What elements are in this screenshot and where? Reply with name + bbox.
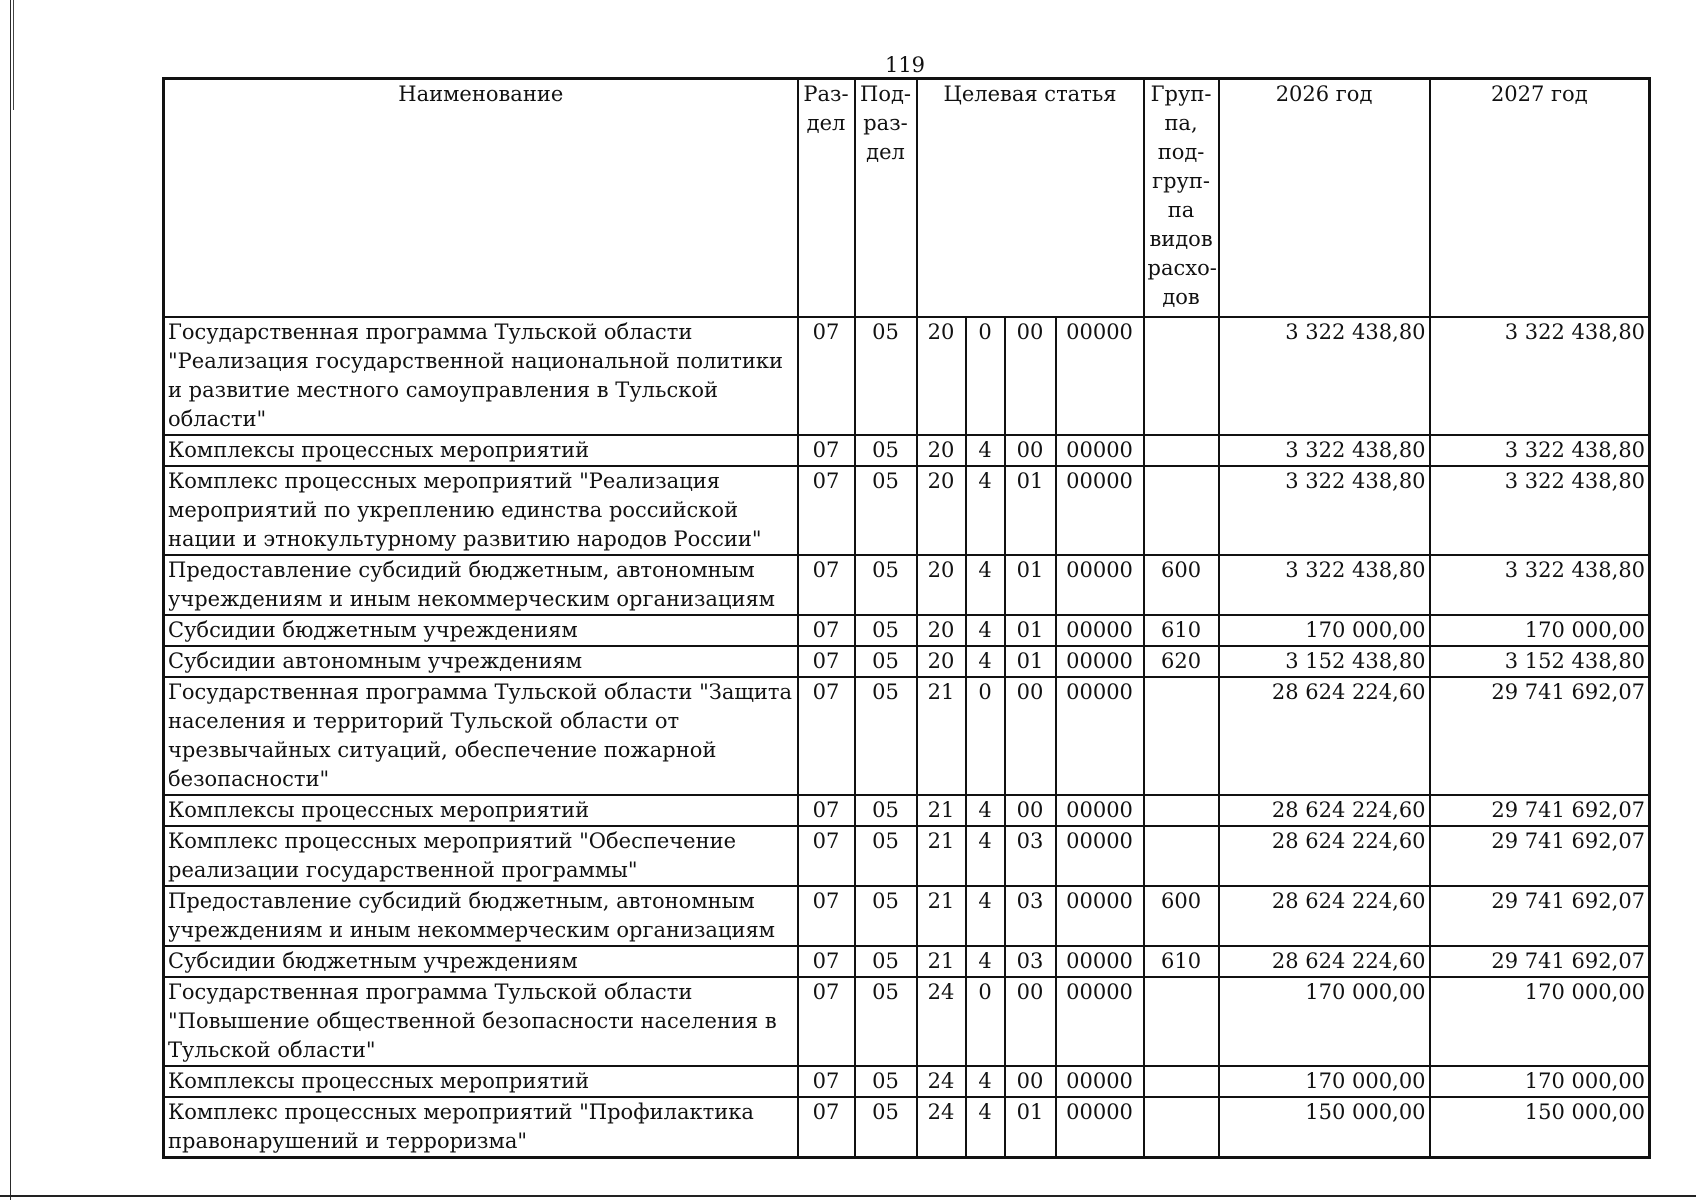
- cell-razdel: 07: [798, 977, 855, 1066]
- cell-name: Предоставление субсидий бюджетным, автономным учреждениям и иным некоммерческим организациям: [164, 886, 798, 946]
- cell-name: Комплекс процессных мероприятий "Профилактика правонарушений и терроризма": [164, 1097, 798, 1158]
- cell-tselevaya-type: 4: [966, 466, 1005, 555]
- cell-tselevaya-program: 20: [917, 615, 966, 646]
- cell-podrazdel: 05: [855, 826, 917, 886]
- cell-2027: 3 322 438,80: [1430, 317, 1650, 435]
- cell-tselevaya-type: 4: [966, 435, 1005, 466]
- cell-tselevaya-complex: 03: [1005, 826, 1056, 886]
- cell-2027: 3 322 438,80: [1430, 555, 1650, 615]
- cell-tselevaya-program: 20: [917, 646, 966, 677]
- cell-podrazdel: 05: [855, 946, 917, 977]
- cell-2027: 29 741 692,07: [1430, 795, 1650, 826]
- cell-name: Комплекс процессных мероприятий "Обеспечение реализации государственной программы": [164, 826, 798, 886]
- cell-tselevaya-program: 24: [917, 1066, 966, 1097]
- cell-vid-rashodov: [1144, 677, 1219, 795]
- cell-tselevaya-direction: 00000: [1056, 555, 1144, 615]
- cell-name: Субсидии автономным учреждениям: [164, 646, 798, 677]
- cell-podrazdel: 05: [855, 886, 917, 946]
- cell-podrazdel: 05: [855, 466, 917, 555]
- table-row: [164, 977, 1650, 1066]
- cell-2027: 170 000,00: [1430, 977, 1650, 1066]
- cell-name: Комплекс процессных мероприятий "Реализация мероприятий по укреплению единства российской нации и этнокультурному развитию народов России": [164, 466, 798, 555]
- cell-name: Государственная программа Тульской области "Реализация государственной национальной политики и развитие местного самоуправления в Тульской области": [164, 317, 798, 435]
- cell-tselevaya-complex: 01: [1005, 615, 1056, 646]
- cell-razdel: 07: [798, 886, 855, 946]
- table-row: [164, 677, 1650, 795]
- cell-tselevaya-direction: 00000: [1056, 1066, 1144, 1097]
- cell-razdel: 07: [798, 435, 855, 466]
- table-row: [164, 1066, 1650, 1097]
- cell-tselevaya-complex: 01: [1005, 555, 1056, 615]
- cell-name: Государственная программа Тульской области "Повышение общественной безопасности населения в Тульской области": [164, 977, 798, 1066]
- cell-2026: 170 000,00: [1219, 1066, 1430, 1097]
- cell-vid-rashodov: 610: [1144, 946, 1219, 977]
- cell-name: Субсидии бюджетным учреждениям: [164, 946, 798, 977]
- cell-tselevaya-complex: 01: [1005, 1097, 1056, 1158]
- cell-vid-rashodov: [1144, 977, 1219, 1066]
- table-row: [164, 946, 1650, 977]
- cell-razdel: 07: [798, 946, 855, 977]
- cell-2027: 3 322 438,80: [1430, 466, 1650, 555]
- cell-tselevaya-direction: 00000: [1056, 886, 1144, 946]
- cell-podrazdel: 05: [855, 646, 917, 677]
- cell-tselevaya-complex: 03: [1005, 946, 1056, 977]
- cell-razdel: 07: [798, 826, 855, 886]
- cell-vid-rashodov: [1144, 826, 1219, 886]
- cell-tselevaya-direction: 00000: [1056, 795, 1144, 826]
- cell-vid-rashodov: [1144, 317, 1219, 435]
- header-podrazdel: Под- раз- дел: [855, 79, 917, 318]
- cell-2026: 3 152 438,80: [1219, 646, 1430, 677]
- table-row: [164, 435, 1650, 466]
- table-row: [164, 466, 1650, 555]
- cell-2026: 28 624 224,60: [1219, 886, 1430, 946]
- cell-2027: 29 741 692,07: [1430, 886, 1650, 946]
- cell-tselevaya-program: 21: [917, 677, 966, 795]
- cell-podrazdel: 05: [855, 435, 917, 466]
- header-2027: 2027 год: [1430, 79, 1650, 318]
- cell-name: Комплексы процессных мероприятий: [164, 795, 798, 826]
- table-row: [164, 317, 1650, 435]
- cell-tselevaya-complex: 00: [1005, 677, 1056, 795]
- cell-vid-rashodov: [1144, 795, 1219, 826]
- cell-vid-rashodov: [1144, 1097, 1219, 1158]
- cell-razdel: 07: [798, 466, 855, 555]
- cell-tselevaya-type: 4: [966, 646, 1005, 677]
- table-row: [164, 646, 1650, 677]
- table-row: [164, 1097, 1650, 1158]
- cell-razdel: 07: [798, 555, 855, 615]
- cell-tselevaya-program: 21: [917, 795, 966, 826]
- cell-vid-rashodov: 620: [1144, 646, 1219, 677]
- cell-tselevaya-direction: 00000: [1056, 977, 1144, 1066]
- cell-2026: 150 000,00: [1219, 1097, 1430, 1158]
- cell-tselevaya-program: 24: [917, 977, 966, 1066]
- cell-tselevaya-direction: 00000: [1056, 317, 1144, 435]
- cell-tselevaya-direction: 00000: [1056, 615, 1144, 646]
- cell-tselevaya-direction: 00000: [1056, 1097, 1144, 1158]
- cell-vid-rashodov: [1144, 435, 1219, 466]
- cell-razdel: 07: [798, 1097, 855, 1158]
- header-razdel: Раз- дел: [798, 79, 855, 318]
- cell-razdel: 07: [798, 795, 855, 826]
- cell-2026: 28 624 224,60: [1219, 946, 1430, 977]
- cell-razdel: 07: [798, 317, 855, 435]
- scan-edge-left: [10, 0, 11, 1200]
- cell-tselevaya-type: 4: [966, 946, 1005, 977]
- cell-2026: 3 322 438,80: [1219, 317, 1430, 435]
- cell-name: Государственная программа Тульской области "Защита населения и территорий Тульской области от чрезвычайных ситуаций, обеспечение пожарной безопасности": [164, 677, 798, 795]
- cell-2027: 150 000,00: [1430, 1097, 1650, 1158]
- cell-tselevaya-type: 4: [966, 615, 1005, 646]
- table-row: [164, 615, 1650, 646]
- cell-tselevaya-type: 0: [966, 677, 1005, 795]
- cell-tselevaya-direction: 00000: [1056, 677, 1144, 795]
- scan-edge-bottom: [0, 1195, 1696, 1197]
- cell-tselevaya-program: 21: [917, 826, 966, 886]
- cell-2026: 3 322 438,80: [1219, 555, 1430, 615]
- header-tselevaya-statya: Целевая статья: [917, 79, 1144, 318]
- cell-tselevaya-type: 4: [966, 886, 1005, 946]
- cell-tselevaya-program: 20: [917, 435, 966, 466]
- cell-tselevaya-direction: 00000: [1056, 435, 1144, 466]
- cell-2027: 170 000,00: [1430, 1066, 1650, 1097]
- cell-2026: 3 322 438,80: [1219, 466, 1430, 555]
- cell-podrazdel: 05: [855, 795, 917, 826]
- cell-tselevaya-program: 20: [917, 466, 966, 555]
- cell-podrazdel: 05: [855, 615, 917, 646]
- cell-tselevaya-complex: 00: [1005, 435, 1056, 466]
- cell-2027: 3 322 438,80: [1430, 435, 1650, 466]
- cell-vid-rashodov: 610: [1144, 615, 1219, 646]
- header-gruppa-vidov-rashodov: Груп- па, под- груп- па видов расхо- дов: [1144, 79, 1219, 318]
- cell-2026: 28 624 224,60: [1219, 677, 1430, 795]
- cell-tselevaya-direction: 00000: [1056, 466, 1144, 555]
- cell-tselevaya-program: 21: [917, 946, 966, 977]
- cell-tselevaya-direction: 00000: [1056, 826, 1144, 886]
- cell-podrazdel: 05: [855, 977, 917, 1066]
- cell-name: Предоставление субсидий бюджетным, автономным учреждениям и иным некоммерческим организациям: [164, 555, 798, 615]
- cell-2026: 170 000,00: [1219, 977, 1430, 1066]
- cell-tselevaya-program: 21: [917, 886, 966, 946]
- cell-podrazdel: 05: [855, 1097, 917, 1158]
- cell-2027: 29 741 692,07: [1430, 946, 1650, 977]
- cell-podrazdel: 05: [855, 1066, 917, 1097]
- cell-name: Комплексы процессных мероприятий: [164, 435, 798, 466]
- cell-2026: 28 624 224,60: [1219, 826, 1430, 886]
- table-row: [164, 795, 1650, 826]
- cell-razdel: 07: [798, 1066, 855, 1097]
- cell-tselevaya-type: 4: [966, 795, 1005, 826]
- table-body: [164, 317, 1650, 1158]
- header-2026: 2026 год: [1219, 79, 1430, 318]
- cell-vid-rashodov: [1144, 1066, 1219, 1097]
- cell-2027: 3 152 438,80: [1430, 646, 1650, 677]
- cell-2027: 170 000,00: [1430, 615, 1650, 646]
- cell-tselevaya-type: 0: [966, 317, 1005, 435]
- page-number: 119: [884, 53, 926, 77]
- cell-2027: 29 741 692,07: [1430, 826, 1650, 886]
- cell-name: Субсидии бюджетным учреждениям: [164, 615, 798, 646]
- cell-tselevaya-program: 20: [917, 555, 966, 615]
- cell-razdel: 07: [798, 646, 855, 677]
- cell-podrazdel: 05: [855, 555, 917, 615]
- header-name: Наименование: [164, 79, 798, 318]
- cell-vid-rashodov: 600: [1144, 555, 1219, 615]
- cell-2026: 170 000,00: [1219, 615, 1430, 646]
- table-row: [164, 555, 1650, 615]
- cell-tselevaya-direction: 00000: [1056, 946, 1144, 977]
- cell-tselevaya-type: 0: [966, 977, 1005, 1066]
- cell-vid-rashodov: [1144, 466, 1219, 555]
- cell-tselevaya-type: 4: [966, 1097, 1005, 1158]
- cell-tselevaya-program: 24: [917, 1097, 966, 1158]
- cell-2026: 28 624 224,60: [1219, 795, 1430, 826]
- table-row: [164, 826, 1650, 886]
- table-header-row: [164, 79, 1650, 318]
- cell-razdel: 07: [798, 677, 855, 795]
- cell-tselevaya-program: 20: [917, 317, 966, 435]
- cell-vid-rashodov: 600: [1144, 886, 1219, 946]
- cell-tselevaya-complex: 03: [1005, 886, 1056, 946]
- cell-2026: 3 322 438,80: [1219, 435, 1430, 466]
- cell-tselevaya-type: 4: [966, 1066, 1005, 1097]
- table-row: [164, 886, 1650, 946]
- cell-podrazdel: 05: [855, 317, 917, 435]
- cell-2027: 29 741 692,07: [1430, 677, 1650, 795]
- cell-tselevaya-complex: 00: [1005, 1066, 1056, 1097]
- cell-tselevaya-type: 4: [966, 826, 1005, 886]
- cell-tselevaya-direction: 00000: [1056, 646, 1144, 677]
- cell-tselevaya-complex: 00: [1005, 317, 1056, 435]
- scan-edge-mark: [13, 0, 14, 110]
- cell-tselevaya-type: 4: [966, 555, 1005, 615]
- cell-tselevaya-complex: 00: [1005, 977, 1056, 1066]
- cell-tselevaya-complex: 01: [1005, 466, 1056, 555]
- cell-tselevaya-complex: 01: [1005, 646, 1056, 677]
- cell-name: Комплексы процессных мероприятий: [164, 1066, 798, 1097]
- cell-podrazdel: 05: [855, 677, 917, 795]
- cell-tselevaya-complex: 00: [1005, 795, 1056, 826]
- cell-razdel: 07: [798, 615, 855, 646]
- budget-table: [162, 77, 1651, 1159]
